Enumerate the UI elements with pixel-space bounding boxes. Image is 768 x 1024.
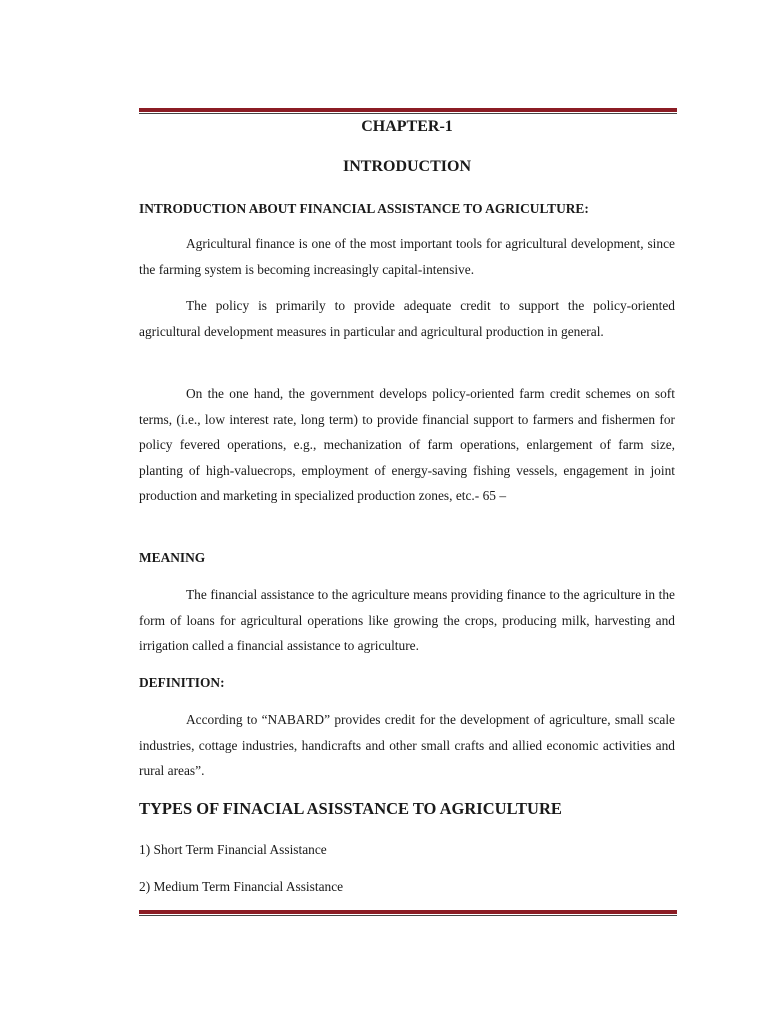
intro-section-heading: INTRODUCTION ABOUT FINANCIAL ASSISTANCE TO AGRICULTURE: [139, 201, 589, 216]
meaning-heading: MEANING [139, 550, 206, 565]
header-rule-thick [139, 108, 677, 112]
chapter-label: CHAPTER-1 [361, 118, 453, 135]
header-rule [139, 108, 677, 114]
types-heading: TYPES OF FINACIAL ASISSTANCE TO AGRICULTURE [139, 799, 562, 818]
intro-paragraph-1: Agricultural finance is one of the most important tools for agricultural development, since the farming system is becoming increasingly capital-intensive. [139, 236, 675, 277]
intro-paragraph-3: On the one hand, the government develops policy-oriented farm credit schemes on soft terms, (i.e., low interest rate, long term) to provide financial support to farmers and fishermen for policy fevered operations, e.g., mechanization of farm operations, enlargement of farm size, planting of high-valuecrops, employment of energy-saving fishing vessels, engagement in joint production and marketing in specialized production zones, etc.- 65 – [139, 386, 675, 503]
footer-rule-thick [139, 910, 677, 914]
definition-paragraph: According to “NABARD” provides credit for the development of agriculture, small scale industries, cottage industries, handicrafts and other small crafts and allied economic activities and rural areas”. [139, 712, 675, 778]
footer-rule [139, 910, 677, 916]
types-list-item-2: 2) Medium Term Financial Assistance [139, 879, 344, 894]
intro-paragraph-2: The policy is primarily to provide adequate credit to support the policy-oriented agricultural development measures in particular and agricultural production in general. [139, 298, 675, 339]
types-list-item-1: 1) Short Term Financial Assistance [139, 842, 327, 857]
meaning-paragraph: The financial assistance to the agriculture means providing finance to the agriculture in the form of loans for agricultural operations like growing the crops, producing milk, harvesting and irrigation called a financial assistance to agriculture. [139, 587, 675, 653]
footer-rule-thin [139, 915, 677, 916]
definition-heading: DEFINITION: [139, 675, 225, 690]
chapter-title: INTRODUCTION [342, 158, 471, 175]
header-rule-thin [139, 113, 677, 114]
